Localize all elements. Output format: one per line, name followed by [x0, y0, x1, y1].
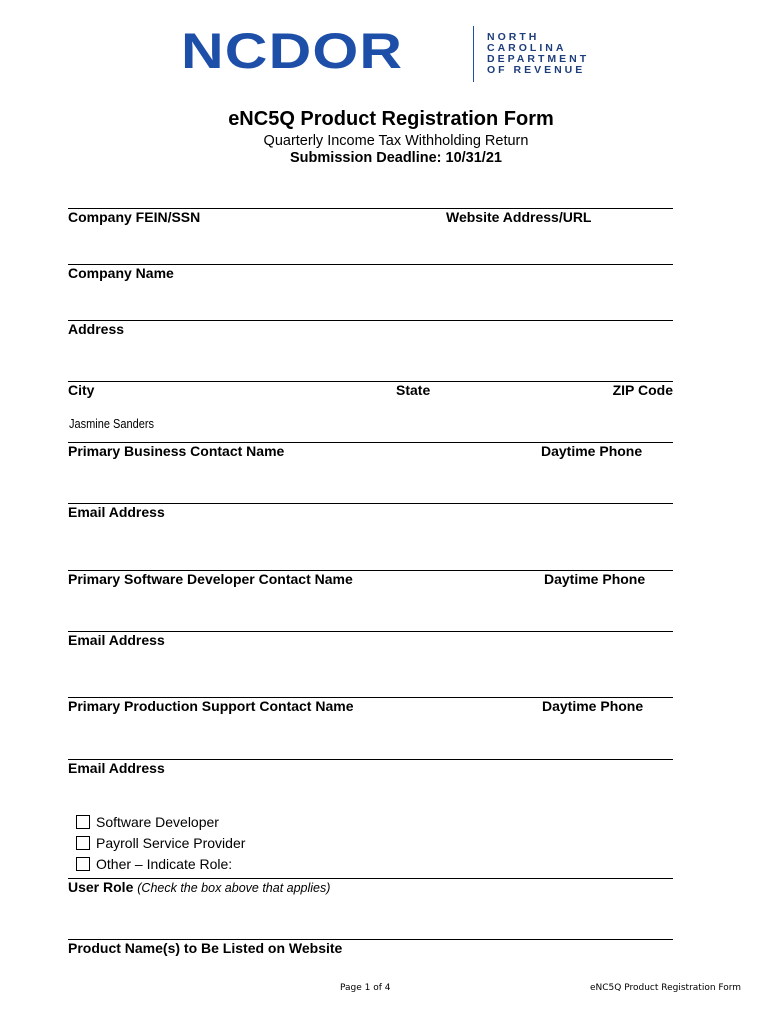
city-label: City: [68, 382, 95, 398]
user-role-note: (Check the box above that applies): [137, 881, 331, 895]
logo-department-name: [487, 32, 589, 76]
role-option-other[interactable]: [76, 856, 232, 872]
checkbox-icon[interactable]: [76, 815, 90, 829]
checkbox-icon[interactable]: [76, 836, 90, 850]
form-title: eNC5Q Product Registration Form: [228, 108, 554, 130]
logo-dept-line: DEPARTMENT: [487, 53, 590, 65]
role-option-software-developer[interactable]: [76, 814, 219, 830]
address-line[interactable]: [68, 320, 673, 321]
role-option-label: Payroll Service Provider: [96, 835, 246, 851]
address-label: Address: [68, 321, 125, 337]
role-option-payroll-service-provider[interactable]: [76, 835, 245, 851]
product-names-label: Product Name(s) to Be Listed on Website: [68, 940, 343, 956]
logo-divider: [473, 26, 474, 82]
developer-phone-label: Daytime Phone: [544, 571, 646, 587]
developer-contact-label: Primary Software Developer Contact Name: [68, 571, 353, 587]
page-number: Page 1 of 4: [340, 983, 391, 993]
logo-dept-line: OF REVENUE: [487, 64, 586, 76]
business-contact-value[interactable]: Jasmine Sanders: [69, 417, 154, 431]
user-role-label: [68, 879, 330, 895]
logo-dept-line: CAROLINA: [487, 42, 567, 54]
ncdor-logo-wordmark: NCDOR: [181, 23, 404, 79]
support-phone-label: Daytime Phone: [542, 698, 644, 714]
support-email-label: Email Address: [68, 760, 165, 776]
business-email-label: Email Address: [68, 504, 165, 520]
footer-form-name: eNC5Q Product Registration Form: [590, 983, 742, 993]
zip-label: ZIP Code: [612, 382, 673, 398]
support-contact-label: Primary Production Support Contact Name: [68, 698, 354, 714]
company-fein-label: Company FEIN/SSN: [68, 209, 201, 225]
submission-deadline: Submission Deadline: 10/31/21: [290, 150, 502, 166]
website-label: Website Address/URL: [446, 209, 592, 225]
state-label: State: [396, 382, 431, 398]
user-role-title: User Role: [68, 879, 134, 895]
developer-email-label: Email Address: [68, 632, 165, 648]
form-subtitle: Quarterly Income Tax Withholding Return: [263, 133, 529, 149]
business-contact-label: Primary Business Contact Name: [68, 443, 285, 459]
company-name-label: Company Name: [68, 265, 174, 281]
role-option-label: Other – Indicate Role:: [96, 856, 233, 872]
business-phone-label: Daytime Phone: [541, 443, 643, 459]
logo-dept-line: NORTH: [487, 31, 540, 43]
checkbox-icon[interactable]: [76, 857, 90, 871]
role-option-label: Software Developer: [96, 814, 219, 830]
